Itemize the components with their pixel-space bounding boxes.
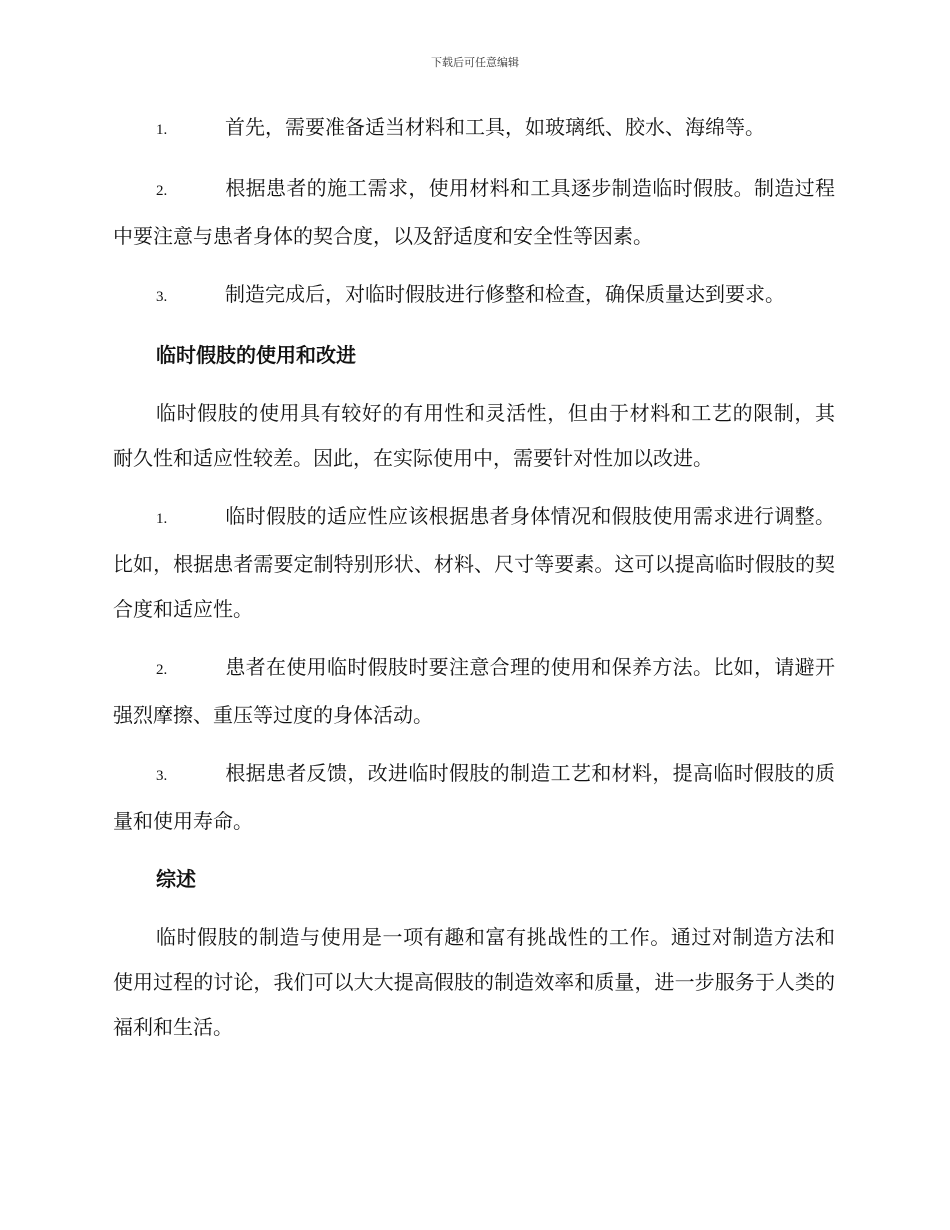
list-item <box>113 166 835 259</box>
section-heading-use: 临时假肢的使用和改进 <box>156 343 356 367</box>
list-item <box>113 494 835 632</box>
list-item-text: 患者在使用临时假肢时要注意合理的使用和保养方法。比如，请避开强烈摩擦、重压等过度的身体活动。 <box>113 655 835 727</box>
list-number: 3. <box>156 289 168 305</box>
list-number: 2. <box>156 183 168 199</box>
document-body <box>113 105 835 1063</box>
section-intro-paragraph: 临时假肢的使用具有较好的有用性和灵活性，但由于材料和工艺的限制，其耐久性和适应性较差。因此，在实际使用中，需要针对性加以改进。 <box>113 401 835 470</box>
list-item <box>113 105 835 153</box>
page-header: 下载后可任意编辑 <box>431 56 519 69</box>
list-number: 1. <box>156 122 168 138</box>
list-item-text: 临时假肢的适应性应该根据患者身体情况和假肢使用需求进行调整。比如，根据患者需要定制特别形状、材料、尺寸等要素。这可以提高临时假肢的契合度和适应性。 <box>113 504 835 621</box>
summary-paragraph: 临时假肢的制造与使用是一项有趣和富有挑战性的工作。通过对制造方法和使用过程的讨论，我们可以大大提高假肢的制造效率和质量，进一步服务于人类的福利和生活。 <box>113 925 835 1039</box>
list-number: 3. <box>156 768 168 784</box>
list-item-text: 首先，需要准备适当材料和工具，如玻璃纸、胶水、海绵等。 <box>225 115 765 139</box>
list-item <box>113 272 835 320</box>
list-item <box>113 645 835 738</box>
list-number: 1. <box>156 511 168 527</box>
list-item-text: 制造完成后，对临时假肢进行修整和检查，确保质量达到要求。 <box>225 282 785 306</box>
list-item-text: 根据患者反馈，改进临时假肢的制造工艺和材料，提高临时假肢的质量和使用寿命。 <box>113 761 835 833</box>
list-item-text: 根据患者的施工需求，使用材料和工具逐步制造临时假肢。制造过程中要注意与患者身体的契合度，以及舒适度和安全性等因素。 <box>113 176 835 248</box>
section-heading-summary: 综述 <box>156 867 196 891</box>
list-item <box>113 751 835 844</box>
list-number: 2. <box>156 662 168 678</box>
